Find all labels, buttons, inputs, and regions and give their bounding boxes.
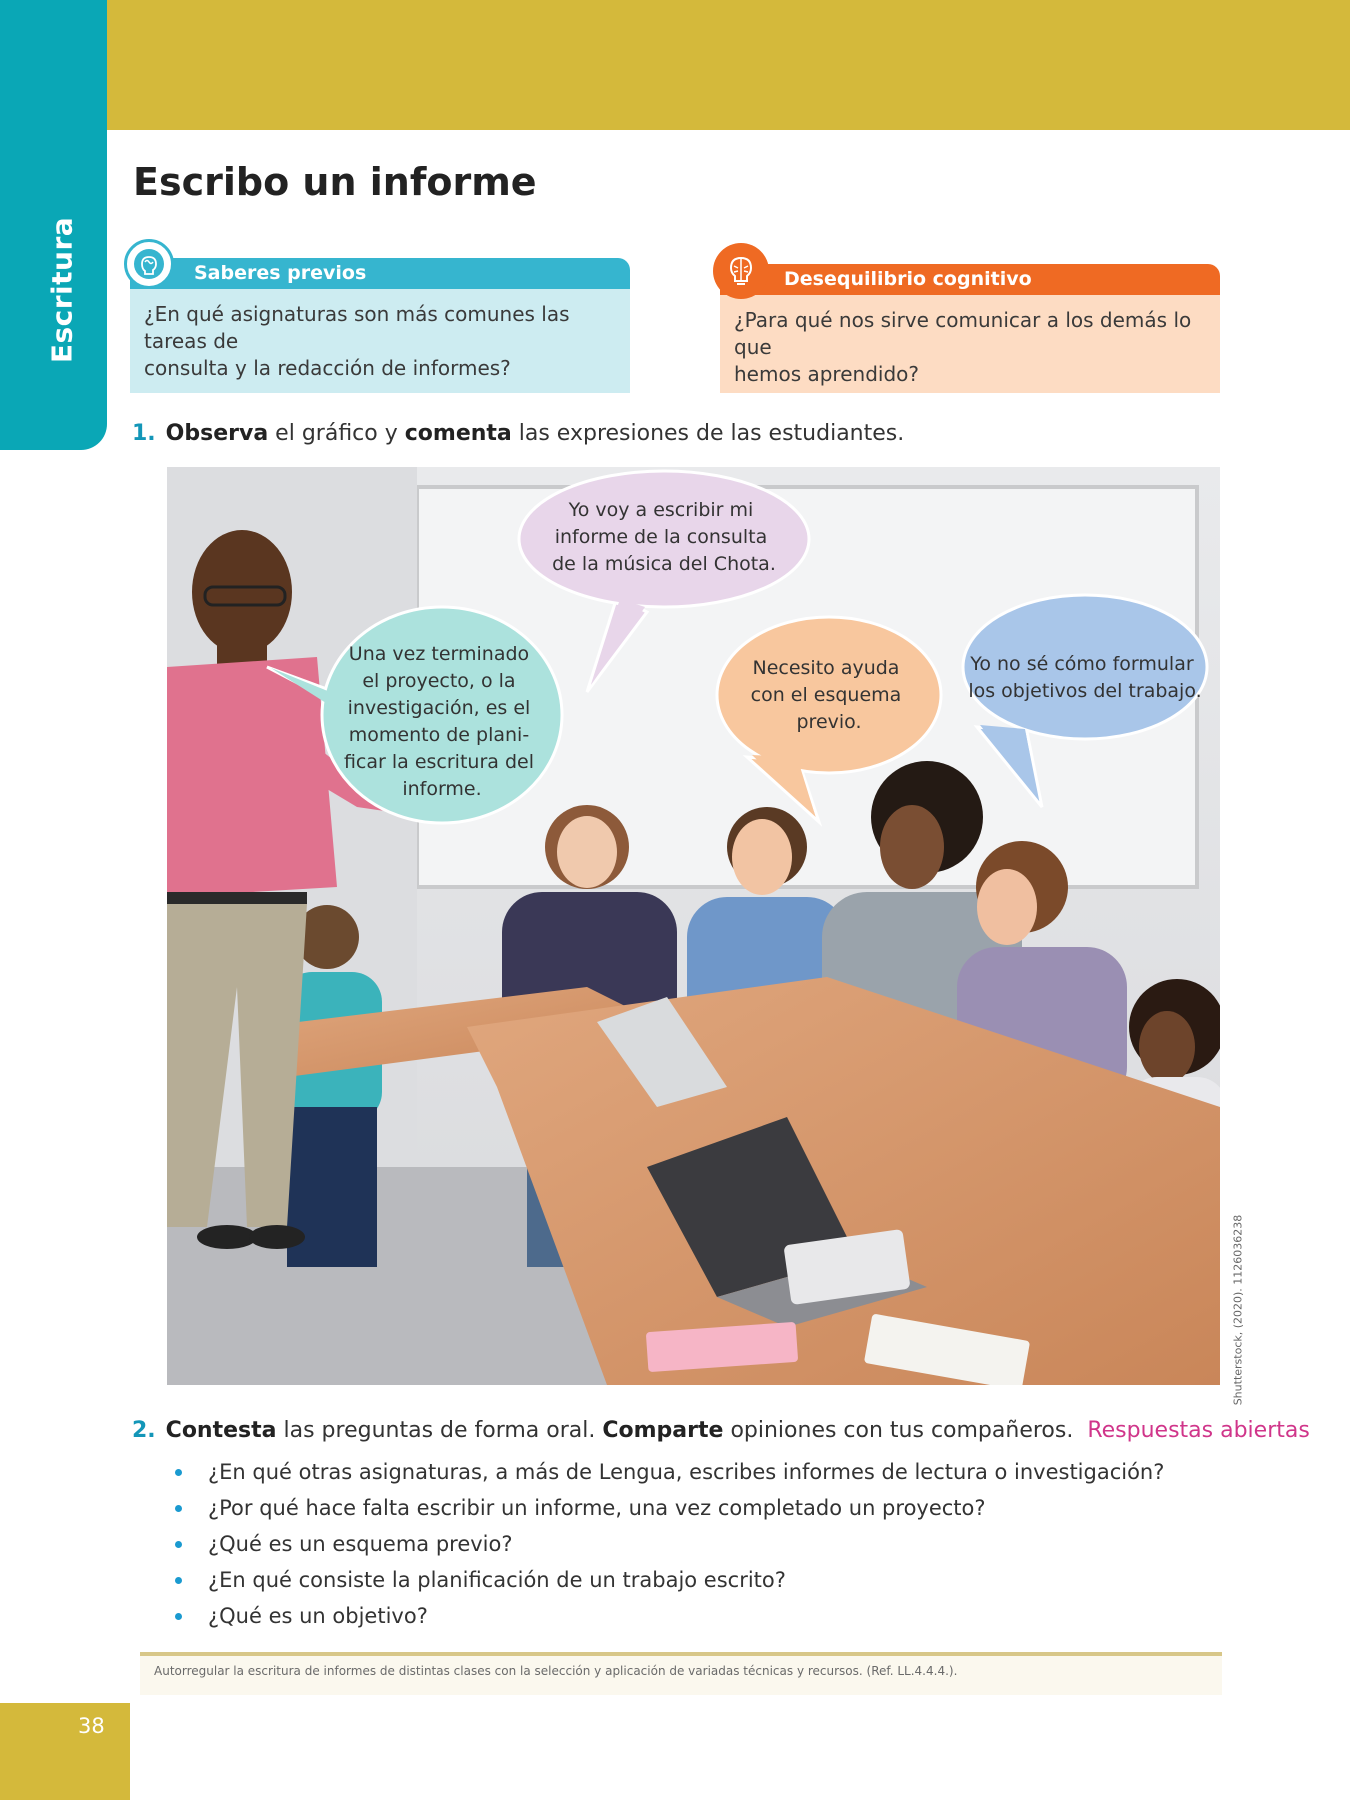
question-item: ¿En qué consiste la planificación de un trabajo escrito? bbox=[175, 1562, 1295, 1598]
activity-2-number: 2. bbox=[132, 1418, 156, 1443]
question-item: ¿Por qué hace falta escribir un informe, una vez completado un proyecto? bbox=[175, 1490, 1295, 1526]
question-item: ¿Qué es un esquema previo? bbox=[175, 1526, 1295, 1562]
desequilibrio-cognitivo-title: Desequilibrio cognitivo bbox=[784, 268, 1032, 290]
desequilibrio-cognitivo-header bbox=[720, 264, 1220, 295]
section-tab bbox=[0, 0, 107, 450]
bubble-boy2-line-2: los objetivos del trabajo. bbox=[968, 680, 1202, 702]
activity-1-text-a: el gráfico y bbox=[268, 421, 405, 446]
activity-1-verb-comenta: comenta bbox=[404, 421, 512, 446]
lightbulb-brain-icon bbox=[713, 243, 769, 299]
bubble-teacher-line-4: momento de plani- bbox=[348, 724, 530, 746]
question-item: ¿Qué es un objetivo? bbox=[175, 1598, 1295, 1634]
bubble-teacher-line-5: ficar la escritura del bbox=[343, 751, 534, 773]
saberes-previos-title: Saberes previos bbox=[194, 262, 367, 284]
question-list bbox=[175, 1454, 1295, 1634]
section-tab-label: Escritura bbox=[45, 216, 79, 364]
bubble-girl-line-3: de la música del Chota. bbox=[552, 553, 776, 575]
activity-1-text-b: las expresiones de las estudiantes. bbox=[511, 421, 905, 446]
desequilibrio-line-2: hemos aprendido? bbox=[734, 362, 919, 386]
bubble-boy1-line-2: con el esquema bbox=[750, 684, 902, 706]
activity-2-instruction bbox=[132, 1418, 1310, 1443]
saberes-previos-header bbox=[130, 258, 630, 289]
activity-2-verb-comparte: Comparte bbox=[602, 1418, 724, 1443]
bubble-girl-line-2: informe de la consulta bbox=[554, 526, 768, 548]
answer-note: Respuestas abiertas bbox=[1087, 1418, 1310, 1443]
header-band bbox=[107, 0, 1350, 130]
activity-1-verb-observa: Observa bbox=[165, 421, 269, 446]
photo-credit: Shutterstock, (2020). 1126036238 bbox=[1231, 1214, 1245, 1406]
activity-2-text-b: opiniones con tus compañeros. bbox=[723, 1418, 1074, 1443]
brain-head-icon bbox=[124, 239, 174, 289]
desequilibrio-cognitivo-body bbox=[720, 295, 1220, 393]
bubble-teacher-line-1: Una vez terminado bbox=[348, 643, 530, 665]
page-number-tab bbox=[0, 1703, 130, 1800]
bubble-boy2-line-1: Yo no sé cómo formular bbox=[970, 653, 1194, 675]
bubble-girl-line-1: Yo voy a escribir mi bbox=[568, 499, 754, 521]
activity-1-instruction bbox=[132, 421, 904, 446]
bubble-boy1-line-1: Necesito ayuda bbox=[752, 657, 900, 679]
bubble-teacher-line-3: investigación, es el bbox=[347, 697, 531, 719]
activity-2-text-a: las preguntas de forma oral. bbox=[276, 1418, 603, 1443]
classroom-illustration bbox=[167, 467, 1220, 1385]
desequilibrio-line-1: ¿Para qué nos sirve comunicar a los demás lo que bbox=[734, 308, 1192, 359]
classroom-photo bbox=[167, 467, 1220, 1385]
page-title: Escribo un informe bbox=[133, 160, 537, 204]
page-number: 38 bbox=[78, 1714, 105, 1738]
saberes-previos-line-2: consulta y la redacción de informes? bbox=[144, 356, 511, 380]
bubble-teacher-line-6: informe. bbox=[402, 778, 482, 800]
svg-text:Yo voy a escribir mi i bbox=[552, 499, 776, 575]
bubble-teacher-line-2: el proyecto, o la bbox=[362, 670, 516, 692]
activity-2-verb-contesta: Contesta bbox=[165, 1418, 277, 1443]
saberes-previos-body bbox=[130, 289, 630, 393]
curriculum-reference: Autorregular la escritura de informes de distintas clases con la selección y aplicación de variadas técnicas y recursos. (Ref. LL.4.4.4.). bbox=[154, 1664, 958, 1678]
saberes-previos-line-1: ¿En qué asignaturas son más comunes las tareas de bbox=[144, 302, 570, 353]
question-item: ¿En qué otras asignaturas, a más de Lengua, escribes informes de lectura o investigación? bbox=[175, 1454, 1295, 1490]
activity-1-number: 1. bbox=[132, 421, 156, 446]
bubble-boy1-line-3: previo. bbox=[796, 711, 862, 733]
